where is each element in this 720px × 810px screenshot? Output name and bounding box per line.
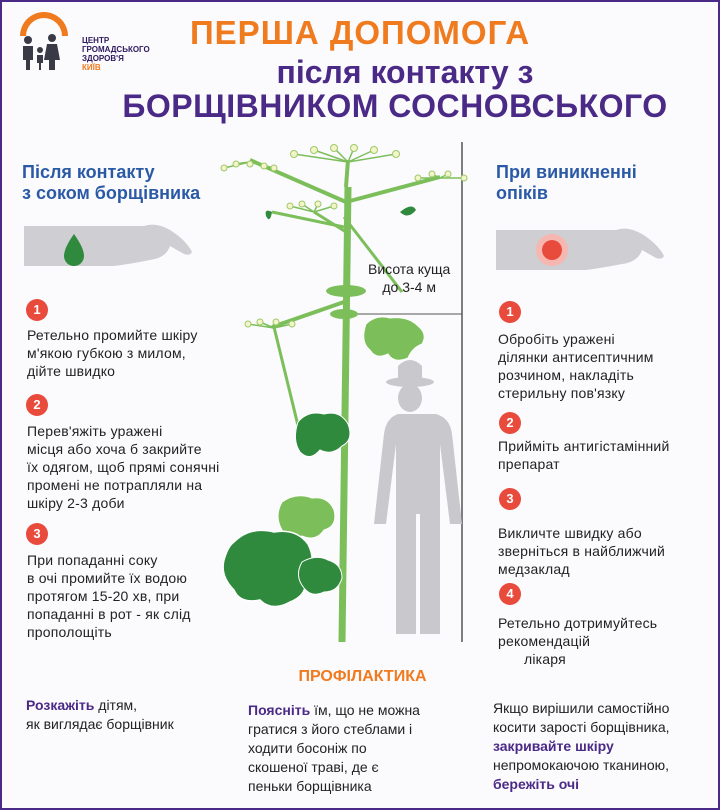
left-step-1-line: дійте швидко [27, 363, 116, 379]
left-step-3-line: в очі промийте їх водою [27, 570, 188, 586]
right-step-3-number: 3 [499, 488, 521, 510]
prevention-col-2-line-5: пеньки борщівника [248, 778, 372, 794]
left-step-3-line: протягом 15-20 хв, при [27, 588, 180, 604]
left-step-2-line: місця або хоча б закрийте [27, 441, 202, 457]
left-step-1-line: м'якою губкою з милом, [27, 345, 186, 361]
height-label-line-2: до 3-4 м [382, 279, 436, 295]
prevention-col-1-line-2: як виглядає борщівник [26, 716, 174, 732]
right-step-1-line: ділянки антисептичним [498, 349, 654, 365]
right-step-1-line: Обробіть уражені [498, 331, 615, 347]
logo-line-3: ЗДОРОВ'Я [82, 54, 124, 63]
left-step-3-line: При попаданні соку [27, 552, 158, 568]
right-step-4-line: Ретельно дотримуйтесь [498, 615, 658, 631]
height-label [368, 260, 450, 296]
left-step-2-line: промені не потрапляли на [27, 477, 203, 493]
left-step-2-line: їх одягом, щоб прямі сонячні [27, 459, 220, 475]
person-silhouette-icon [374, 360, 462, 634]
left-step-1-number: 1 [26, 299, 48, 321]
height-label-line-1: Висота куща [368, 261, 451, 277]
right-step-1-text [498, 330, 654, 402]
right-heading [496, 162, 637, 204]
prevention-col-3-highlight-1: закривайте шкіру [493, 738, 614, 754]
prevention-col-1-line-1 [26, 696, 174, 715]
right-step-2-number: 2 [499, 412, 521, 434]
left-step-3-text [27, 551, 191, 641]
prevention-col-2-rest: їм, що не можна [310, 702, 420, 718]
right-step-1-line: стерильну пов'язку [498, 385, 626, 401]
right-step-2-line: препарат [498, 456, 560, 472]
prevention-col-3 [493, 699, 670, 794]
prevention-col-2-highlight: Поясніть [248, 702, 311, 718]
right-step-4-line: рекомендацій [498, 633, 591, 649]
left-step-3-line: попаданні в рот - як слід [27, 606, 191, 622]
right-step-2-line: Прийміть антигістамінний [498, 438, 670, 454]
left-step-3-line: прополощіть [27, 624, 112, 640]
logo-line-2: ГРОМАДСЬКОГО [82, 45, 150, 54]
prevention-col-2 [248, 701, 420, 796]
right-step-4-number: 4 [499, 583, 521, 605]
prevention-col-2-line-1 [248, 701, 420, 720]
prevention-col-3-line-1: Якщо вирішили самостійно [493, 700, 670, 716]
prevention-col-3-line-4: непромокаючою тканиною, [493, 757, 670, 773]
right-step-2-text [498, 437, 669, 473]
left-heading-line-2: з соком борщівника [22, 183, 201, 203]
left-heading [22, 162, 200, 204]
prevention-col-1-rest: дітям, [94, 697, 138, 713]
prevention-col-3-highlight-2: бережіть очі [493, 776, 579, 792]
right-heading-line-2: опіків [496, 183, 548, 203]
left-step-2-text [27, 422, 219, 512]
prevention-col-2-line-4: скошеної траві, де є [248, 759, 379, 775]
right-step-4-text [498, 614, 657, 668]
left-step-2-line: Перев'яжіть уражені [27, 423, 163, 439]
title-line-2: після контакту з [276, 54, 534, 90]
right-step-4-line: лікаря [524, 651, 566, 667]
right-heading-line-1: При виникненні [496, 162, 637, 182]
left-step-3-number: 3 [26, 523, 48, 545]
prevention-col-3-line-2: косити зарості борщівника, [493, 719, 670, 735]
right-step-1-line: розчином, накладіть [498, 367, 634, 383]
prevention-col-2-line-2: гратися з його стеблами і [248, 721, 413, 737]
left-heading-line-1: Після контакту [22, 162, 155, 182]
right-step-3-line: зверніться в найближчий [498, 543, 666, 559]
right-step-3-line: медзаклад [498, 561, 570, 577]
prevention-col-1-highlight: Розкажіть [26, 697, 95, 713]
hand-burn-icon [496, 224, 668, 274]
hogweed-plant-illustration [2, 2, 718, 808]
logo-city: КИЇВ [82, 63, 101, 72]
logo-line-1: ЦЕНТР [82, 36, 110, 45]
title-line-3: БОРЩІВНИКОМ СОСНОВСЬКОГО [122, 88, 668, 124]
prevention-title: ПРОФІЛАКТИКА [298, 668, 427, 685]
right-step-3-line: Викличте швидку або [498, 525, 642, 541]
prevention-col-2-line-3: ходити босоніж по [248, 740, 367, 756]
right-step-3-text [498, 524, 665, 578]
title-line-1: ПЕРША ДОПОМОГА [189, 14, 531, 51]
left-step-1-line: Ретельно промийте шкіру [27, 327, 198, 343]
hand-droplet-icon [24, 220, 194, 270]
right-step-1-number: 1 [499, 301, 521, 323]
left-step-2-line: шкіру 2-3 доби [27, 495, 125, 511]
left-step-2-number: 2 [26, 394, 48, 416]
left-step-1-text [27, 326, 198, 380]
prevention-col-1 [26, 696, 174, 734]
